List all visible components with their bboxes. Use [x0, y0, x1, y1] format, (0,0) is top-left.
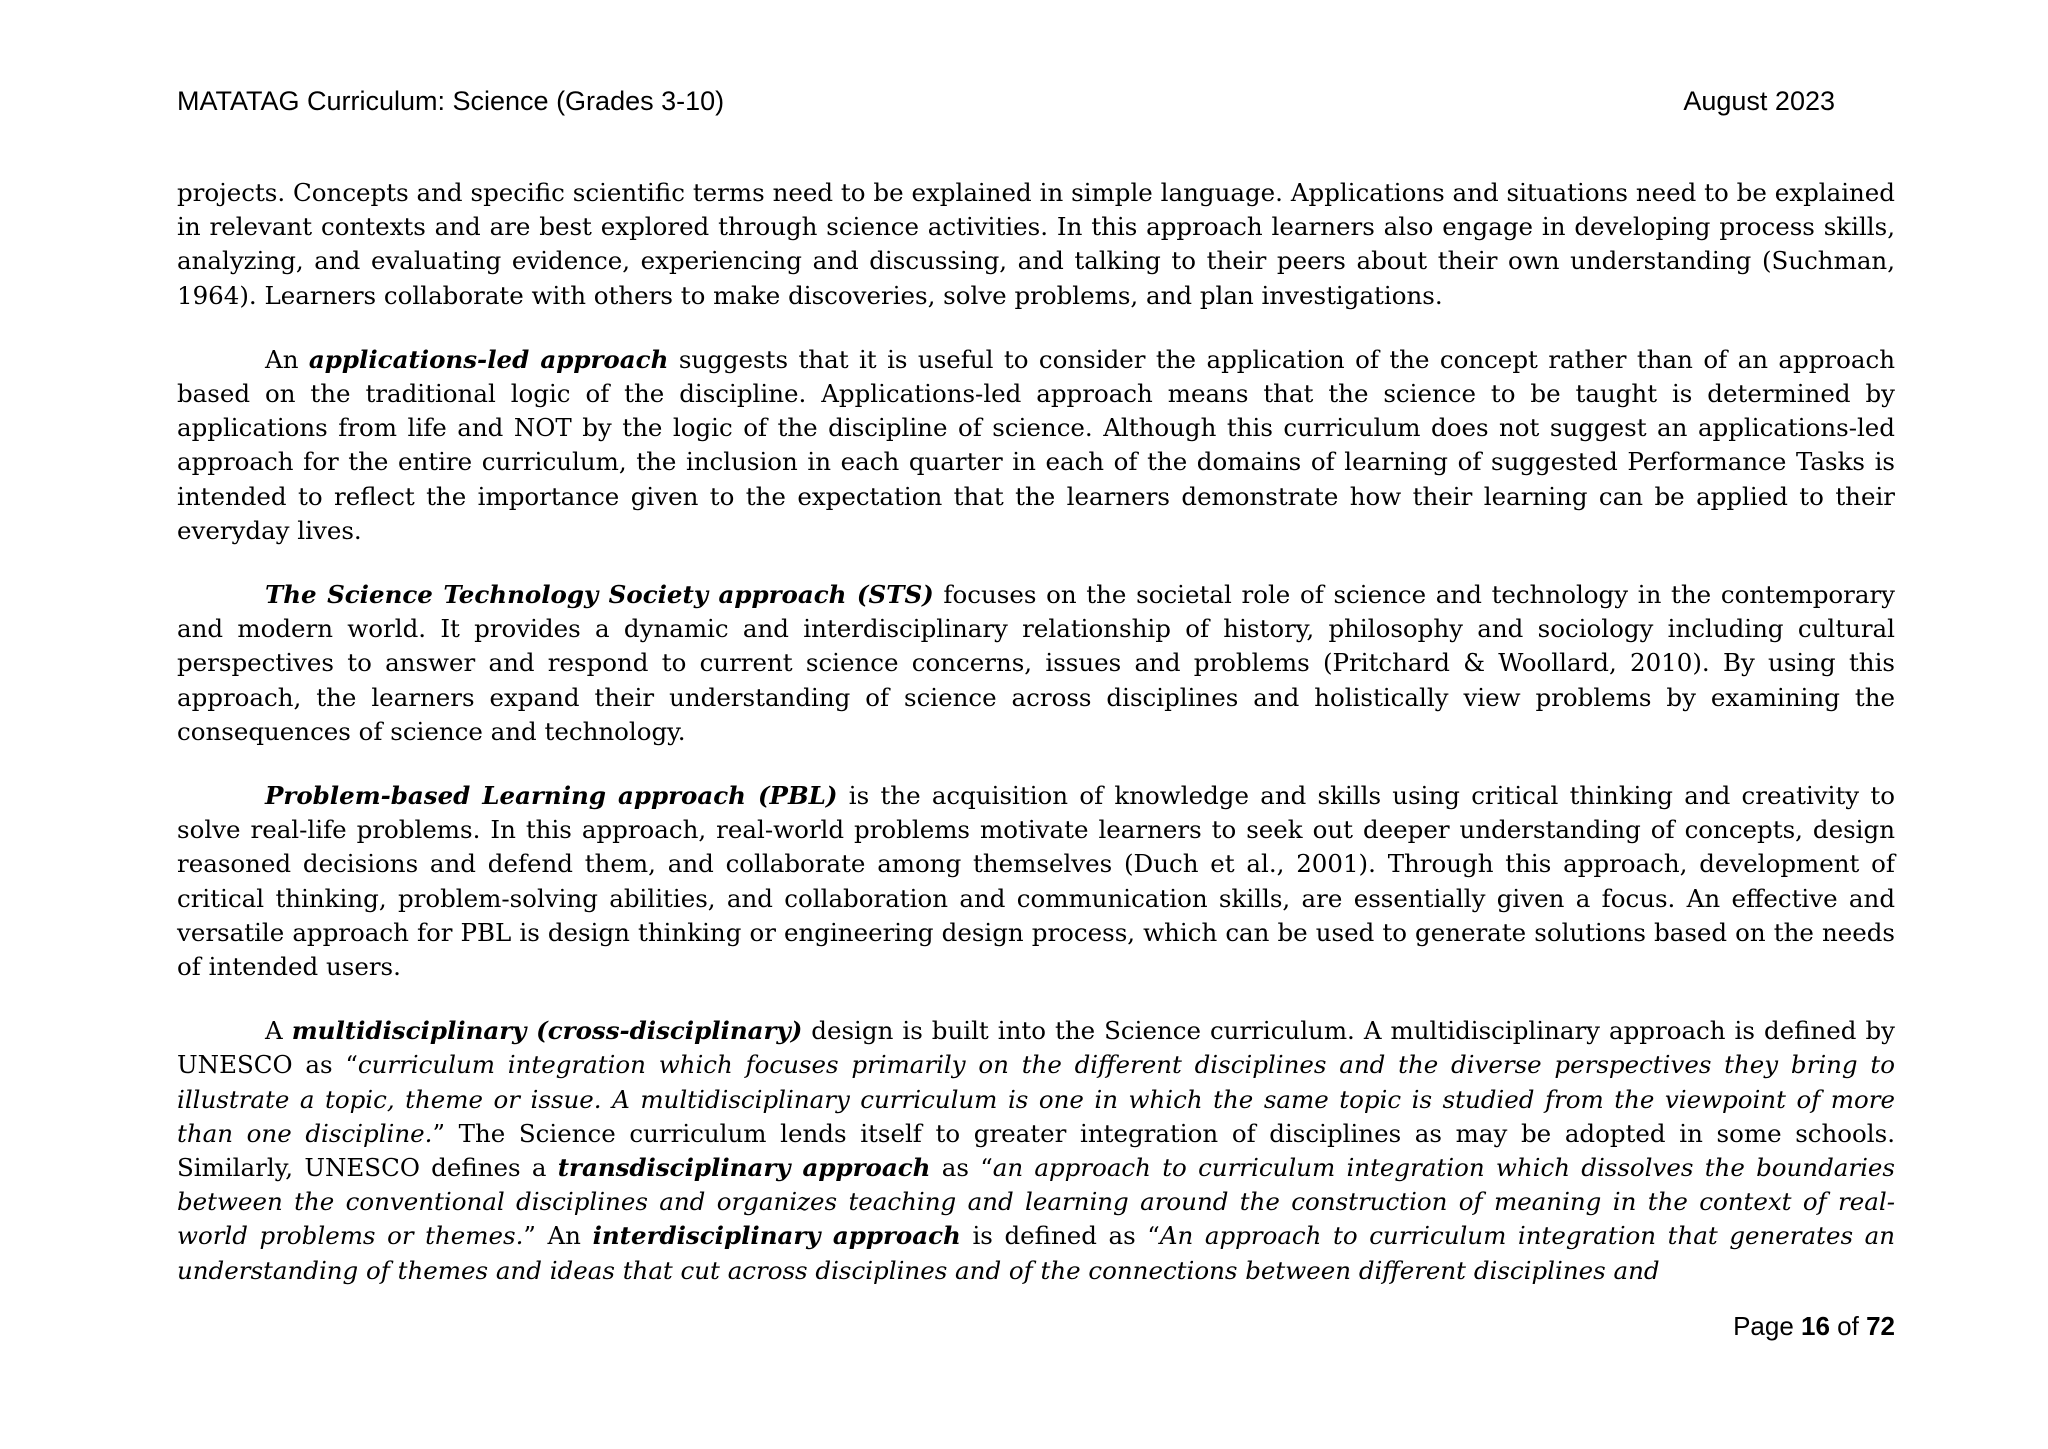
paragraph-multidisciplinary [177, 1014, 1895, 1288]
paragraph-applications-led [177, 343, 1895, 548]
quote-multidisciplinary-definition: curriculum integration which focuses primarily on the different disciplines and the diverse perspectives they bring to illustrate a topic, theme or issue. A multidisciplinary curriculum is one in which the same topic is studied from the viewpoint of more than one discipline. [177, 1050, 1895, 1148]
paragraph-inquiry-continued [177, 176, 1895, 313]
page-number-total: 72 [1866, 1311, 1895, 1341]
term-sts-approach: The Science Technology Society approach (STS) [265, 580, 934, 610]
paragraph-text: design is built into the Science curriculum. A multidisciplinary approach is defined by UNESCO as “ [177, 1016, 1895, 1080]
paragraph-text: ” The Science curriculum lends itself to greater integration of disciplines as may be adopted in some schools. Similarly, UNESCO defines a [177, 1118, 1895, 1183]
page-number-of: of [1829, 1311, 1867, 1341]
page-number-current: 16 [1801, 1311, 1830, 1341]
paragraph-pbl [177, 779, 1895, 984]
body-text [177, 176, 1895, 1318]
paragraph-text: projects. Concepts and specific scientific terms need to be explained in simple language. Applications and situations need to be explained in relevant contexts and are best explored through science activities. In this approach learners also engage in developing process skills, analyzing, and evaluating evidence, experiencing and discussing, and talking to their peers about their own understanding (Suchman, 1964). Learners collaborate with others to make discoveries, solve problems, and plan investigations. [177, 178, 1895, 310]
paragraph-sts [177, 578, 1895, 749]
paragraph-text: focuses on the societal role of science and technology in the contemporary and modern world. It provides a dynamic and interdisciplinary relationship of history, philosophy and sociology including cultural perspectives to answer and respond to current science concerns, issues and problems (Pritchard & Woollard, 2010). By using this approach, the learners expand their understanding of science across disciplines and holistically view problems by examining the consequences of science and technology. [177, 580, 1896, 746]
page-header [177, 86, 1835, 126]
paragraph-text: is the acquisition of knowledge and skills using critical thinking and creativity to solve real-life problems. In this approach, real-world problems motivate learners to seek out deeper understanding of concepts, design reasoned decisions and defend them, and collaborate among themselves (Duch et al., 2001). Through this approach, development of critical thinking, problem-solving abilities, and collaboration and communication skills, are essentially given a focus. An effective and versatile approach for PBL is design thinking or engineering design process, which can be used to generate solutions based on the needs of intended users. [177, 781, 1895, 982]
term-applications-led-approach: applications-led approach [308, 344, 669, 374]
paragraph-lead: A [265, 1016, 292, 1046]
quote-transdisciplinary-definition: an approach to curriculum integration which dissolves the boundaries between the conventional disciplines and organizes teaching and learning around the construction of meaning in the context of real-world problems or themes. [177, 1153, 1895, 1251]
paragraph-text: ” An [523, 1221, 593, 1251]
paragraph-text: as “ [930, 1153, 993, 1183]
document-date: August 2023 [1683, 86, 1835, 116]
term-multidisciplinary: multidisciplinary (cross-disciplinary) [291, 1016, 803, 1046]
document-title: MATATAG Curriculum: Science (Grades 3-10) [177, 86, 725, 116]
paragraph-text: is defined as “ [960, 1221, 1160, 1251]
page-number-prefix: Page [1733, 1311, 1802, 1341]
term-interdisciplinary-approach: interdisciplinary approach [592, 1221, 961, 1251]
paragraph-text: suggests that it is useful to consider the application of the concept rather than of an approach based on the traditional logic of the discipline. Applications-led approach means that the science to be taught is determined by applications from life and NOT by the logic of the discipline of science. Although this curriculum does not suggest an applications-led approach for the entire curriculum, the inclusion in each quarter in each of the domains of learning of suggested Performance Tasks is intended to reflect the importance given to the expectation that the learners demonstrate how their learning can be applied to their everyday lives. [177, 344, 1895, 545]
term-pbl-approach: Problem-based Learning approach (PBL) [265, 781, 838, 811]
term-transdisciplinary-approach: transdisciplinary approach [557, 1153, 931, 1183]
quote-interdisciplinary-definition: An approach to curriculum integration that generates an understanding of themes and ideas that cut across disciplines and of the connections between different disciplines and [177, 1221, 1896, 1285]
paragraph-lead: An [265, 344, 309, 374]
page-number [1733, 1311, 1895, 1342]
